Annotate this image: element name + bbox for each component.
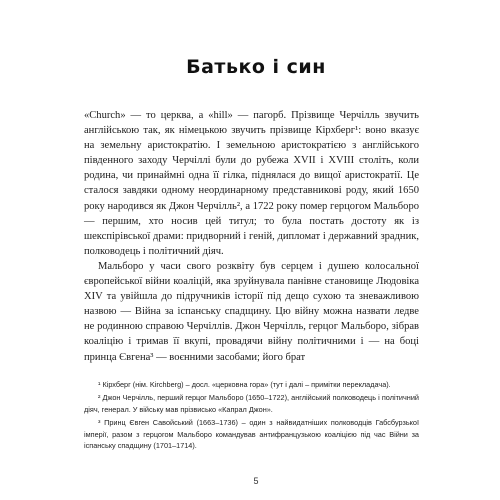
- footnote-1: ¹ Кірхберг (нім. Kirchberg) – досл. «церковна гора» (тут і далі – примітки перекладача).: [98, 380, 391, 389]
- chapter-title: Батько і син: [186, 56, 326, 78]
- footnotes: [84, 379, 419, 453]
- body-text: [84, 108, 419, 365]
- footnote-3: ³ Принц Євген Савойський (1663–1736) – один з найвидатніших полководців Габсбурзької імперії, разом з герцогом Мальборо командував антифранцузькою коаліцією під час Війни за іспанську спадщину (1701–1714).: [84, 418, 419, 451]
- page-number: 5: [253, 476, 259, 486]
- paragraph-1: «Church» — то церква, а «hill» — пагорб. Прізвище Черчілль звучить англійською так, як німецькою звучить прізвище Кірхберг¹: воно вказує на земельну аристократію. І земельною аристократією з англійського південного заходу Черчіллі були до рубежа XVII і XVIII століть, коли родина, чи принаймні одна її гілка, піднялася до вищої аристократії. Це сталося завдяки одному неординарному представникові роду, який 1650 року народився як Джон Черчілль², а 1722 року помер герцогом Мальборо — першим, хто носив цей титул; то була постать достоту як із шекспірівської драми: придворний і геній, дипломат і державний зрадник, полководець і політичний діяч.: [84, 110, 419, 257]
- footnote-2: ² Джон Черчілль, перший герцог Мальборо (1650–1722), англійський полководець і політичний діяч, генерал. У війську мав прізвисько «Капрал Джон».: [84, 393, 419, 414]
- paragraph-2: Мальборо у часи свого розквіту був серцем і душею колосальної європейської війни коаліцій, яка зруйнувала панівне становище Людовіка XIV та увійшла до підручників історії під дещо сухою та зневажливою назвою — Війна за іспанську спадщину. Цю війну можна назвати ледве не родинною справою Черчіллів. Джон Черчілль, герцог Мальборо, зібрав коаліцію і тримав її вкупі, провадячи війну політичними і — на боці принца Євгена³ — воєнними засобами; його брат: [84, 260, 419, 363]
- book-page: [80, 0, 432, 500]
